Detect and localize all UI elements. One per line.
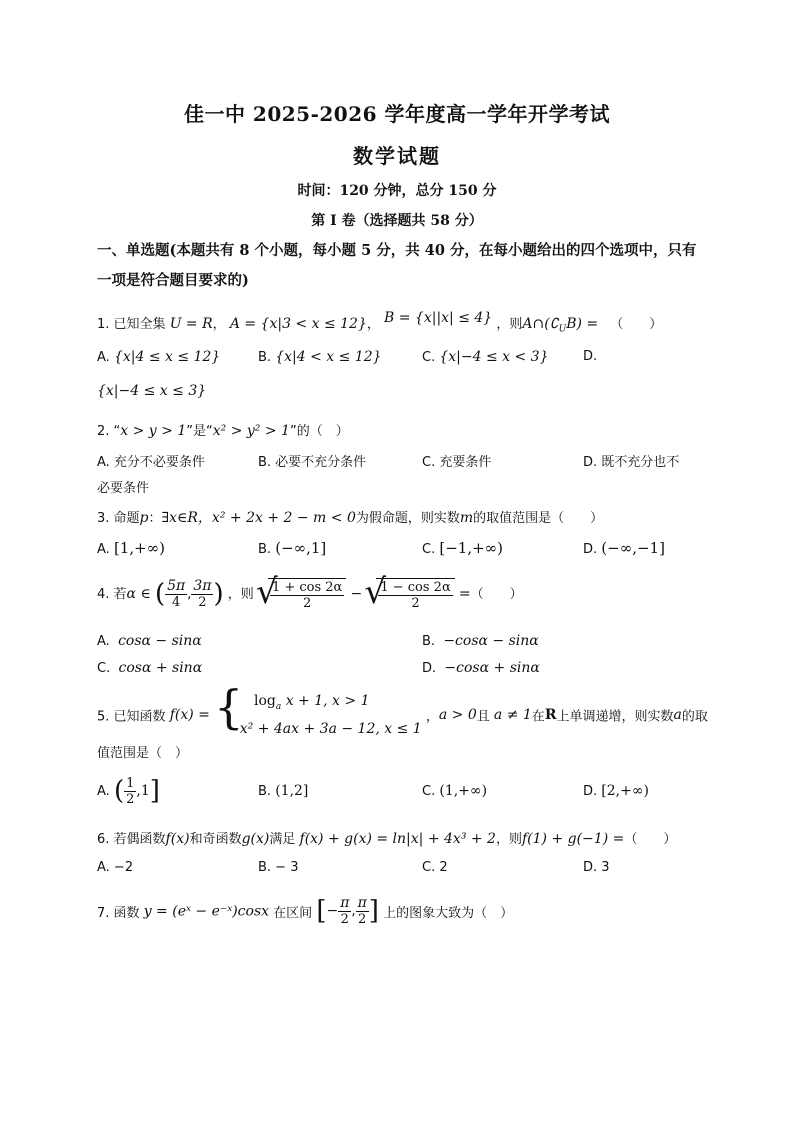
q1-set-a: A = {x|3 < x ≤ 12} xyxy=(229,316,367,332)
q1-universal: U = R xyxy=(169,316,213,332)
question-6: 6. 若偶函数f(x)和奇函数g(x)满足 f(x) + g(x) = ln|x| + 4x³ + 2，则f(1) + g(−1) =（ ） xyxy=(97,831,677,847)
q4-option-b: B. −cosα − sinα xyxy=(422,633,539,649)
q6-option-c: C. 2 xyxy=(422,860,448,875)
q4-option-d: D. −cosα + sinα xyxy=(422,660,540,676)
q4-option-a: A. cosα − sinα xyxy=(97,633,202,649)
q1-ask: ，则 xyxy=(496,317,523,332)
q3-option-b: B. (−∞,1] xyxy=(258,539,327,557)
q6-option-b: B. − 3 xyxy=(258,860,299,875)
q5-option-b: B. (1,2] xyxy=(258,783,309,799)
section-heading: 一、单选题(本题共有 8 个小题，每小题 5 分，共 40 分，在每小题给出的四个选项中，只有一项是符合题目要求的) xyxy=(97,242,697,289)
q6-option-a: A. −2 xyxy=(97,860,134,875)
question-5-cont: 值范围是（ ） xyxy=(97,746,189,761)
q5-option-c: C. (1,+∞) xyxy=(422,783,488,799)
time-info: 时间：120 分钟，总分 150 分 xyxy=(297,183,497,199)
q2-option-c: C. 充要条件 xyxy=(422,455,492,470)
q2-option-d-cont: 必要条件 xyxy=(97,481,150,496)
q1-option-c: C. {x|−4 ≤ x < 3} xyxy=(422,349,549,365)
q2-option-d: D. 既不充分也不 xyxy=(583,455,680,470)
q1-option-d-value: {x|−4 ≤ x ≤ 3} xyxy=(97,383,207,399)
question-5: 5. 已知函数 f(x) = { $\log_a x + 1$, x > 1 −x² + 4ax + 3a − 12, x ≤ 1 ，a > 0且 a ≠ 1在R上单调递增，则实数a的取 xyxy=(97,680,708,737)
q5-option-d: D. [2,+∞) xyxy=(583,783,649,799)
q3-option-c: C. [−1,+∞) xyxy=(422,539,504,557)
question-1: 1. 已知全集 U = R， A = {x|3 < x ≤ 12}， B = {x||x| ≤ 4} ，则$A\cap(∁_UB)$ = （ ） xyxy=(97,310,663,335)
question-4: 4. 若α ∈ ( $\frac{5\pi}{4}$ , $\frac{3\pi}{2}$ ) ，则 √ $\frac{1 + \cos 2\alpha}{2}$ − √ $\frac{1 - \cos 2\alpha}{2}$ =（ ） xyxy=(97,572,523,612)
q2-option-a: A. 充分不必要条件 xyxy=(97,455,205,470)
volume-heading: 第 I 卷（选择题共 58 分） xyxy=(311,213,483,229)
q3-option-d: D. (−∞,−1] xyxy=(583,539,665,557)
q6-option-d: D. 3 xyxy=(583,860,610,875)
question-7: 7. 函数 y = (eˣ − e⁻ˣ)cosx 在区间 [− $\frac{\pi}{2}$ , $\frac{\pi}{2}$ ] 上的图象大致为（ ） xyxy=(97,895,514,927)
q4-option-c: C. cosα + sinα xyxy=(97,660,203,676)
q1-expr: A∩(∁ xyxy=(522,316,559,332)
q1-paren: （ ） xyxy=(610,317,663,332)
subject-title: 数学试题 xyxy=(353,144,441,168)
q3-option-a: A. [1,+∞) xyxy=(97,539,166,557)
exam-title: 佳一中 2025-2026 学年度高一学年开学考试 xyxy=(183,102,611,126)
q1-lead: 1. 已知全集 xyxy=(97,317,166,332)
q5-option-a: A. ( $\frac{1}{2}$ ,1] xyxy=(97,776,160,807)
question-3: 3. 命题p：∃x∈R，x² + 2x + 2 − m < 0为假命题，则实数m的取值范围是（ ） xyxy=(97,510,604,526)
q1-option-a: A. {x|4 ≤ x ≤ 12} xyxy=(97,349,221,365)
q1-expr2: B) = xyxy=(566,316,599,332)
q1-option-b: B. {x|4 < x ≤ 12} xyxy=(258,349,382,365)
q2-option-b: B. 必要不充分条件 xyxy=(258,455,367,470)
q1-set-b: B = {x||x| ≤ 4} xyxy=(384,310,493,326)
question-2: 2. “x > y > 1”是“x² > y² > 1”的（ ） xyxy=(97,423,349,439)
q1-option-d-label: D. xyxy=(583,349,598,364)
